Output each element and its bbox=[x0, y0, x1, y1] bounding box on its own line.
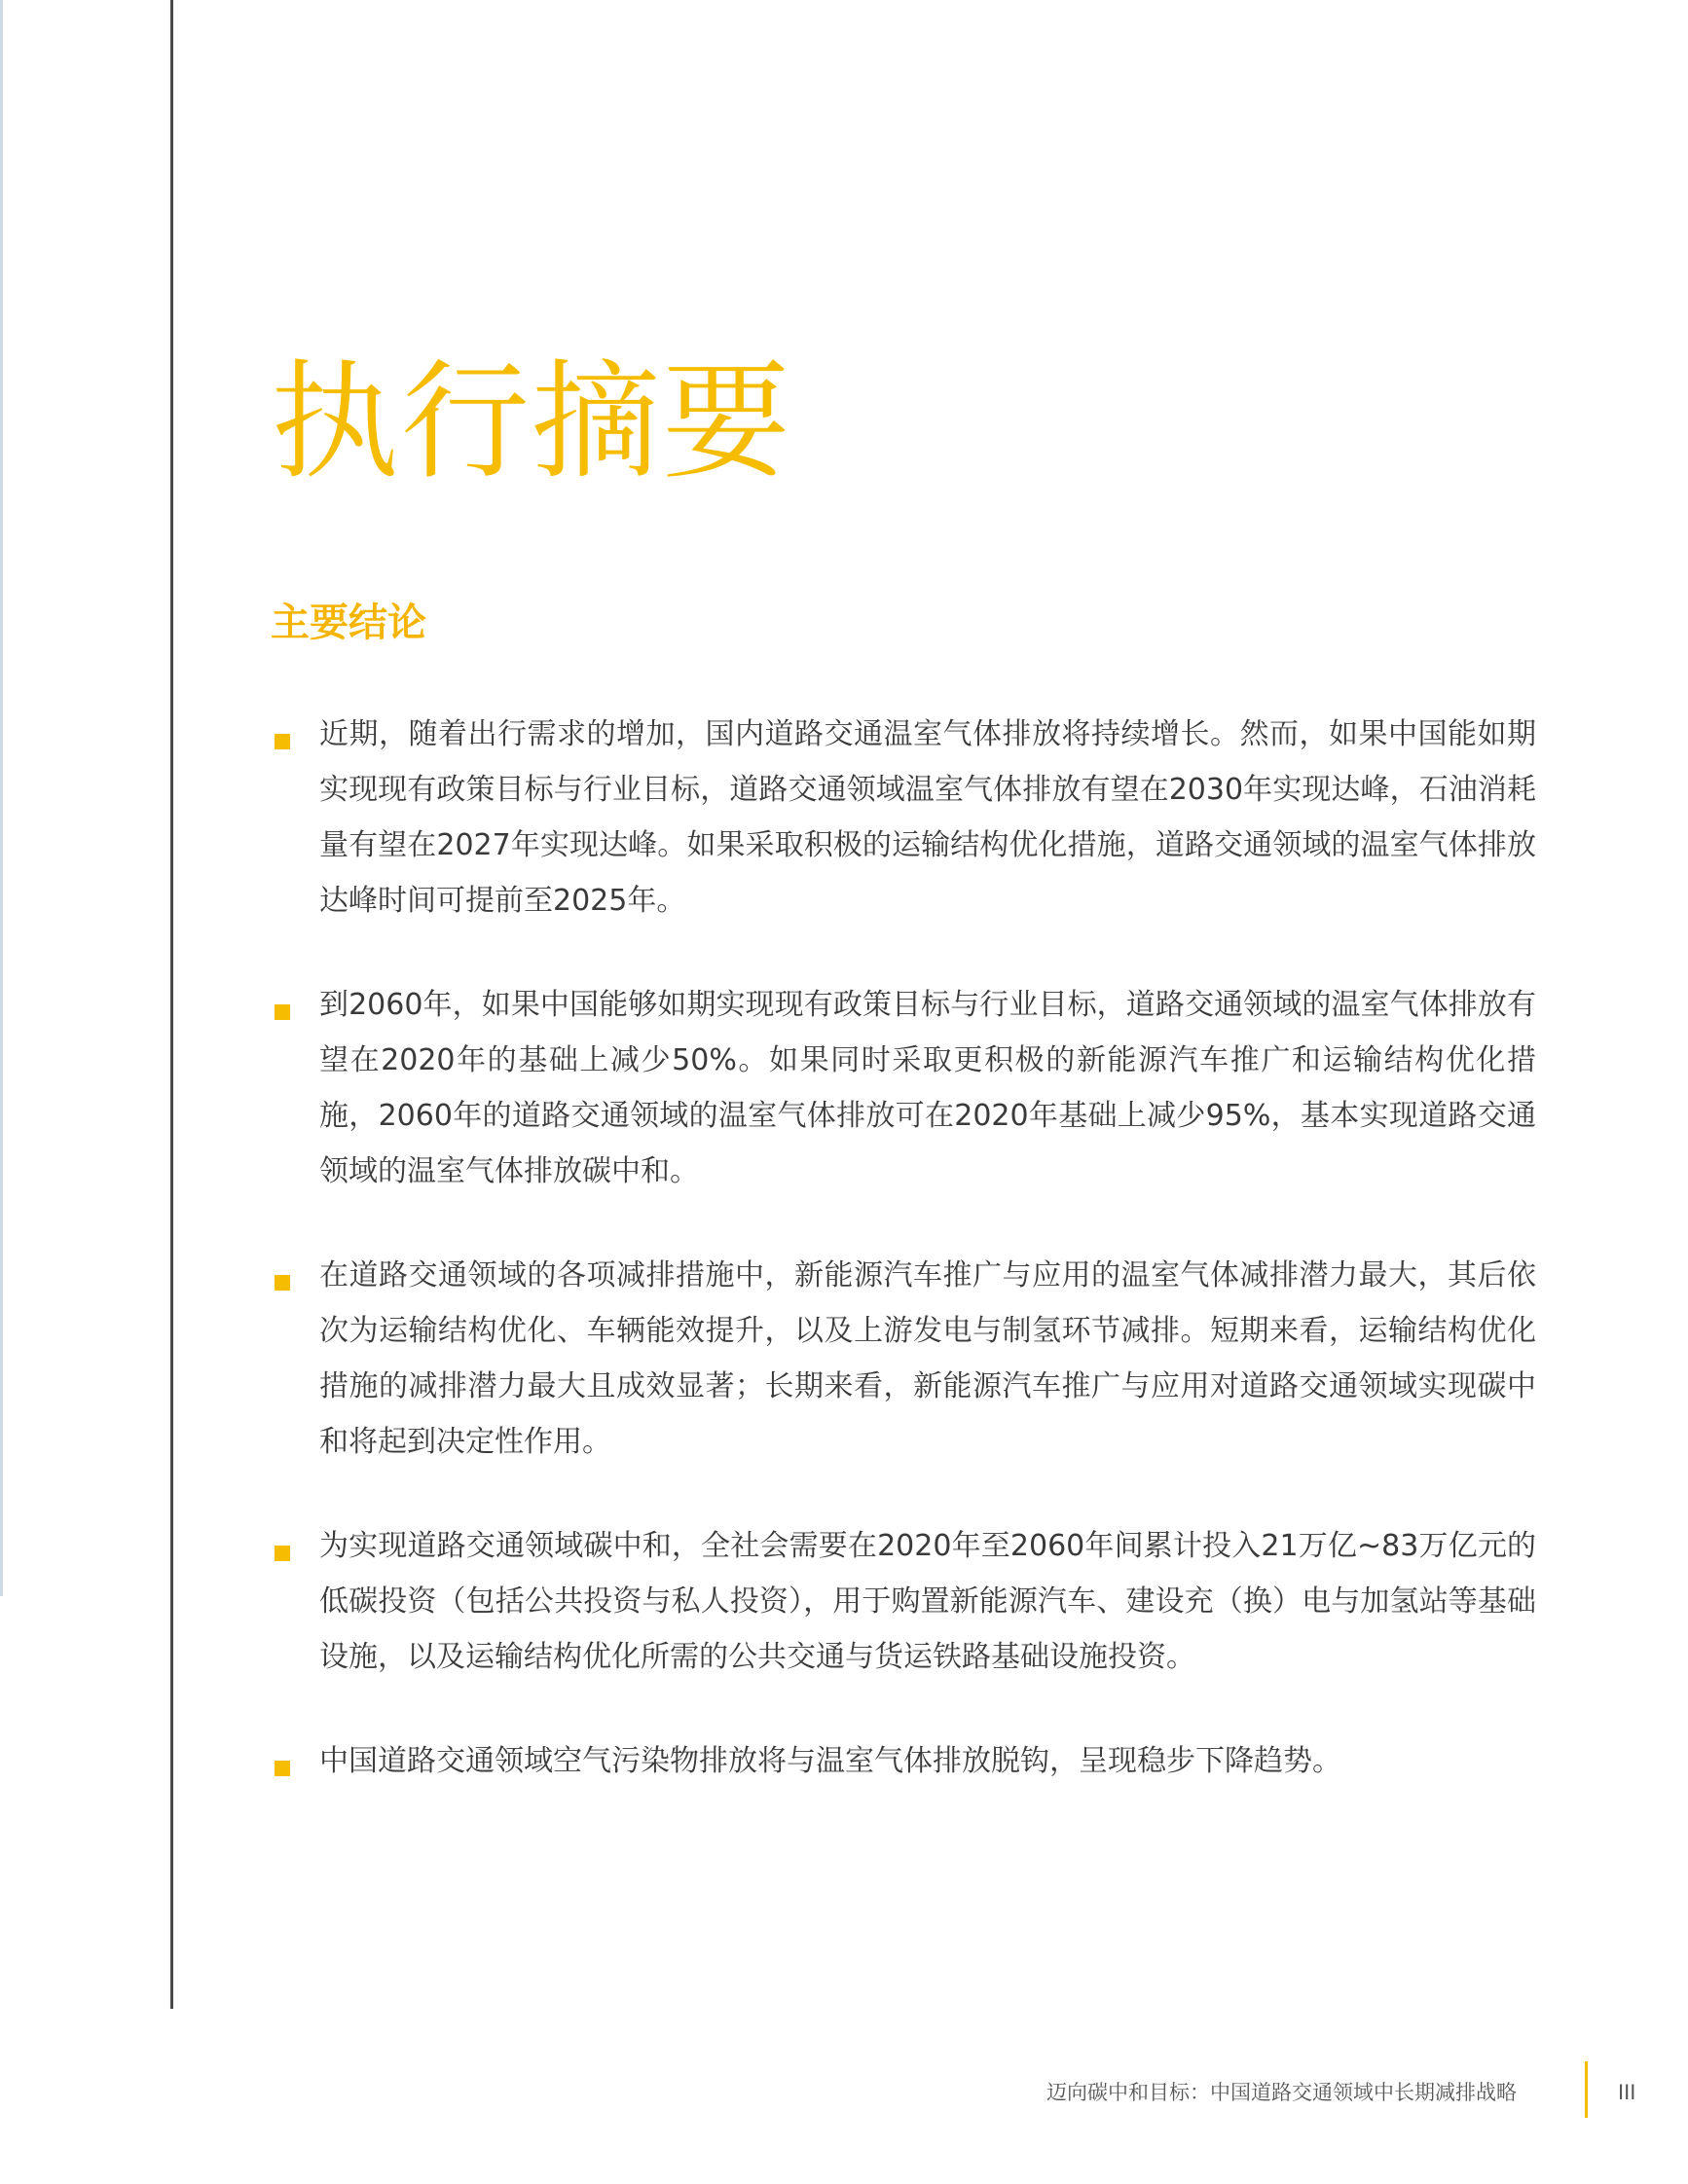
square-bullet-icon bbox=[275, 734, 290, 749]
list-item-text: 在道路交通领域的各项减排措施中，新能源汽车推广与应用的温室气体减排潜力最大，其后依次为运输结构优化、车辆能效提升，以及上游发电与制氢环节减排。短期来看，运输结构优化措施的减排潜力最大且成效显著；长期来看，新能源汽车推广与应用对道路交通领域实现碳中和将起到决定性作用。 bbox=[319, 1258, 1536, 1459]
footer-report-title: 迈向碳中和目标：中国道路交通领域中长期减排战略 bbox=[1046, 2081, 1517, 2104]
page-title: 执行摘要 bbox=[271, 347, 792, 497]
page-edge-strip bbox=[0, 0, 3, 1596]
page-number: III bbox=[1618, 2080, 1636, 2104]
left-vertical-rule bbox=[170, 0, 173, 2009]
list-item bbox=[271, 977, 1536, 1199]
footer-divider bbox=[1585, 2061, 1588, 2118]
square-bullet-icon bbox=[275, 1761, 290, 1776]
list-item-text: 为实现道路交通领域碳中和，全社会需要在2020年至2060年间累计投入21万亿~83万亿元的低碳投资（包括公共投资与私人投资），用于购置新能源汽车、建设充（换）电与加氢站等基础设施，以及运输结构优化所需的公共交通与货运铁路基础设施投资。 bbox=[319, 1529, 1536, 1674]
list-item bbox=[271, 1248, 1536, 1470]
list-item bbox=[271, 707, 1536, 928]
square-bullet-icon bbox=[275, 1275, 290, 1291]
square-bullet-icon bbox=[275, 1004, 290, 1020]
list-item bbox=[271, 1518, 1536, 1685]
key-findings-list bbox=[271, 707, 1536, 1838]
list-item-text: 近期，随着出行需求的增加，国内道路交通温室气体排放将持续增长。然而，如果中国能如期实现现有政策目标与行业目标，道路交通领域温室气体排放有望在2030年实现达峰，石油消耗量有望在2027年实现达峰。如果采取积极的运输结构优化措施，道路交通领域的温室气体排放达峰时间可提前至2025年。 bbox=[319, 717, 1536, 918]
list-item bbox=[271, 1733, 1536, 1789]
square-bullet-icon bbox=[275, 1546, 290, 1561]
list-item-text: 到2060年，如果中国能够如期实现现有政策目标与行业目标，道路交通领域的温室气体排放有望在2020年的基础上减少50%。如果同时采取更积极的新能源汽车推广和运输结构优化措施，2060年的道路交通领域的温室气体排放可在2020年基础上减少95%，基本实现道路交通领域的温室气体排放碳中和。 bbox=[319, 988, 1536, 1188]
section-heading: 主要结论 bbox=[271, 601, 426, 645]
list-item-text: 中国道路交通领域空气污染物排放将与温室气体排放脱钩，呈现稳步下降趋势。 bbox=[319, 1744, 1341, 1778]
